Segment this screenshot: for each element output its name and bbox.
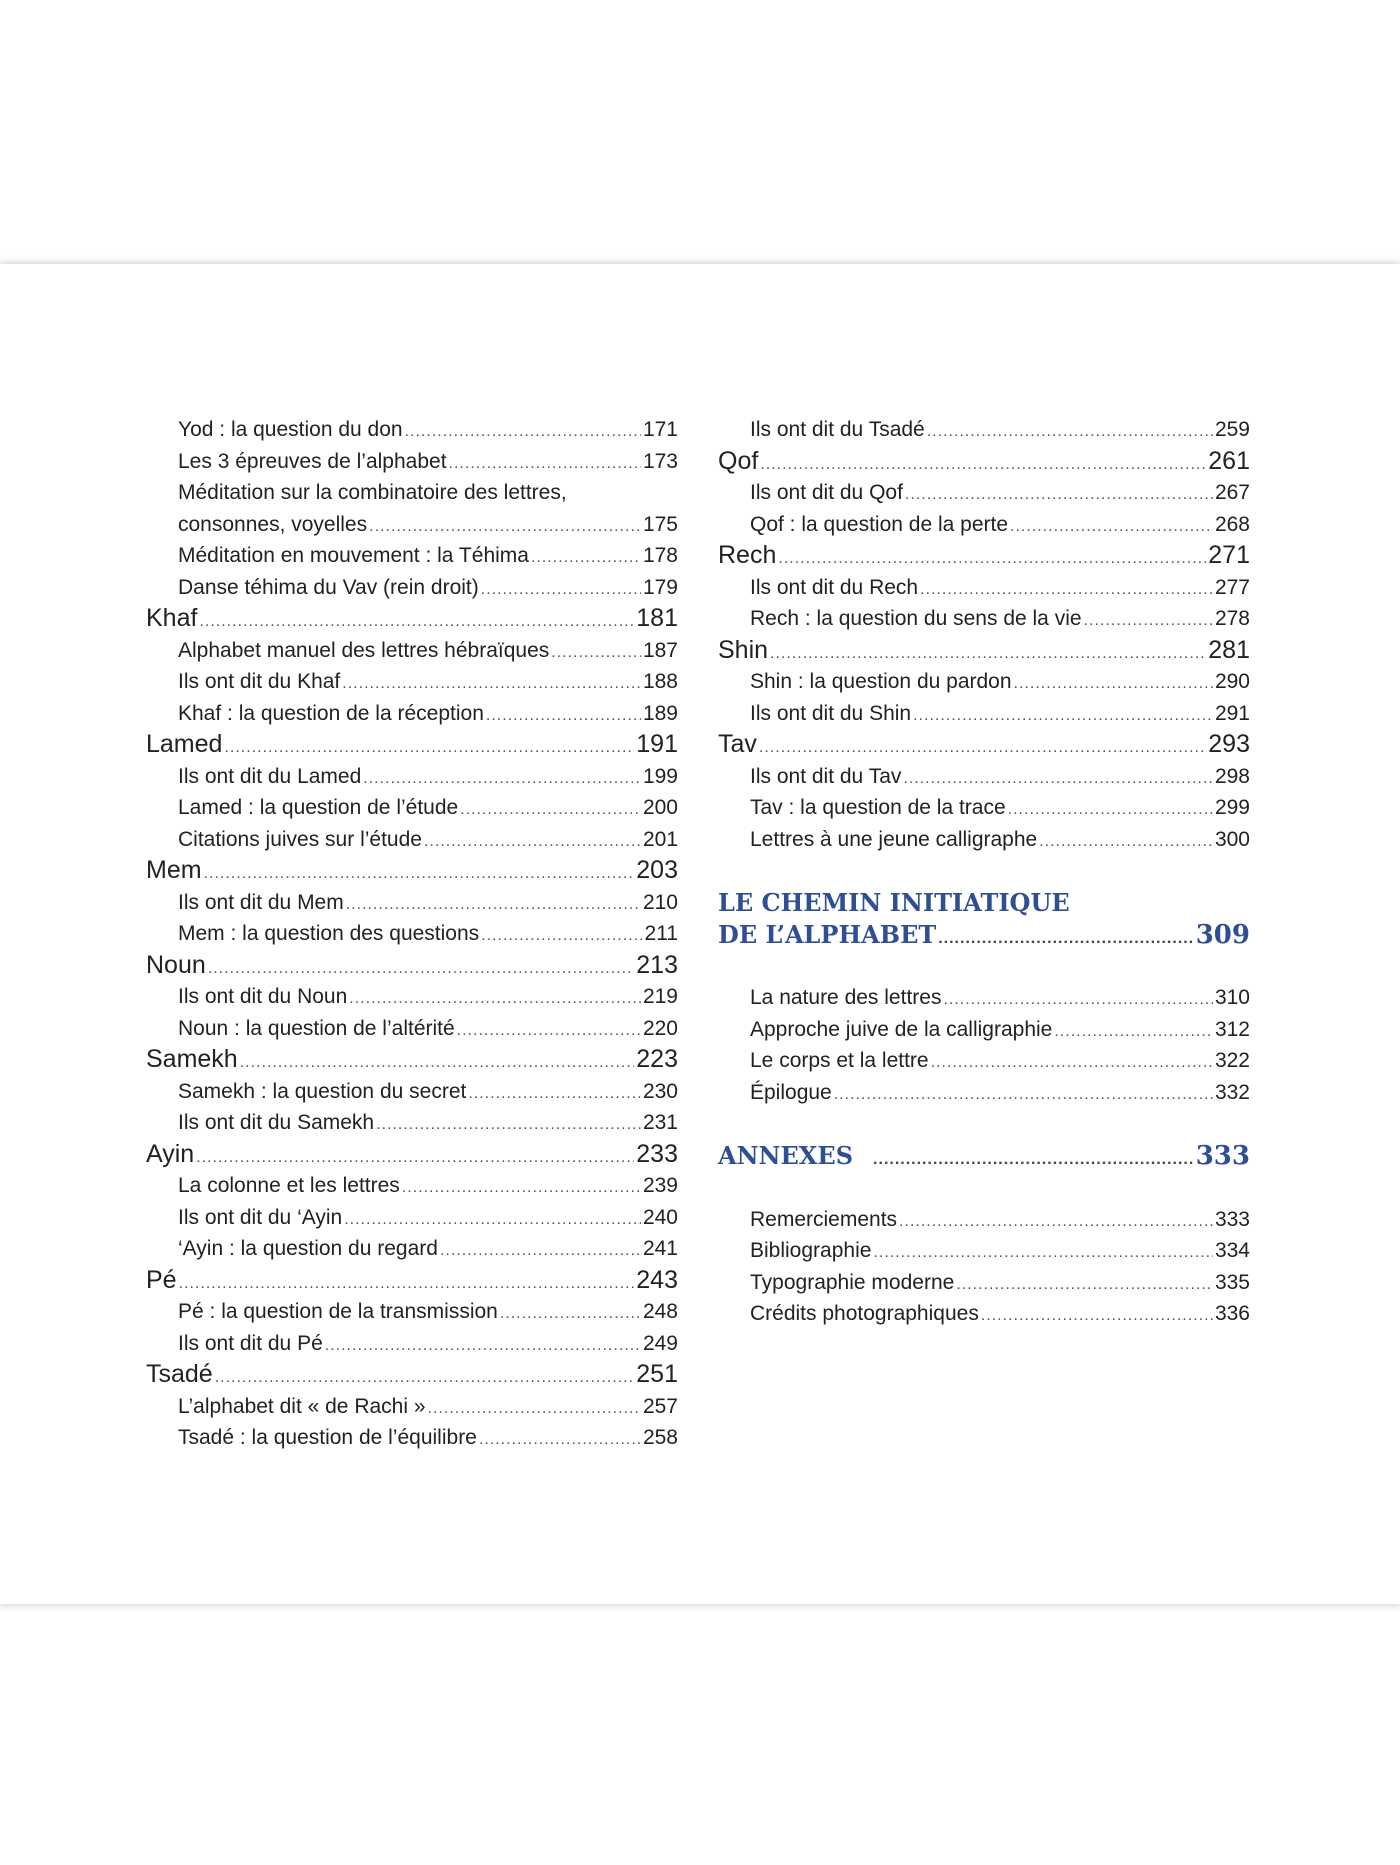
toc-entry[interactable]	[718, 1077, 1250, 1109]
toc-entry[interactable]	[146, 918, 678, 950]
toc-entry-label: Approche juive de la calligraphie	[750, 1017, 1053, 1041]
toc-entry-page: 267	[1214, 481, 1250, 504]
toc-entry-page: 200	[642, 796, 678, 819]
toc-entry-page: 300	[1214, 827, 1250, 851]
toc-entry-page: 310	[1214, 986, 1250, 1009]
leader-dots	[760, 449, 1206, 481]
toc-entry[interactable]	[718, 824, 1250, 856]
toc-entry-label: Ils ont dit du Lamed	[178, 764, 362, 788]
toc-section-entry[interactable]	[718, 540, 1250, 572]
toc-entry-page: 335	[1214, 1270, 1250, 1294]
toc-entry-label: Ils ont dit du Qof	[750, 481, 903, 504]
leader-dots	[215, 1362, 635, 1394]
toc-entry-label: Les 3 épreuves de l’alphabet	[178, 449, 447, 473]
toc-entry[interactable]	[146, 572, 678, 604]
toc-entry-page: 249	[642, 1331, 678, 1355]
toc-entry-page: 175	[642, 512, 678, 536]
toc-section-entry[interactable]	[146, 1044, 678, 1076]
toc-entry-label: Lamed	[146, 730, 223, 758]
toc-entry[interactable]	[718, 1204, 1250, 1236]
leader-dots	[204, 858, 635, 890]
toc-entry-label: Ils ont dit du Khaf	[178, 670, 341, 693]
toc-entry[interactable]	[146, 540, 678, 572]
leader-dots	[873, 1237, 1213, 1269]
toc-entry-label: Alphabet manuel des lettres hébraïques	[178, 638, 550, 662]
toc-entry-label: Méditation sur la combinatoire des lettres,	[178, 481, 567, 504]
book-page	[0, 264, 1400, 1604]
toc-entry[interactable]	[146, 1170, 678, 1202]
annexes-page: 333	[1195, 1141, 1250, 1171]
toc-entry-page: 293	[1208, 730, 1250, 758]
toc-section-entry[interactable]	[146, 1139, 678, 1171]
toc-entry-page: 251	[636, 1360, 678, 1388]
toc-entry[interactable]	[718, 1267, 1250, 1299]
toc-entry-page: 258	[642, 1426, 678, 1449]
leader-dots	[224, 732, 634, 764]
toc-entry[interactable]	[718, 982, 1250, 1014]
toc-entry[interactable]	[146, 1296, 678, 1328]
toc-entry-page: 271	[1208, 541, 1250, 569]
leader-dots	[376, 1109, 641, 1141]
leader-dots	[440, 1235, 641, 1267]
toc-entry-label: Ils ont dit du Shin	[750, 701, 912, 725]
toc-entry-label: Pé	[146, 1265, 177, 1294]
toc-entry-label: Tsadé : la question de l’équilibre	[178, 1426, 477, 1449]
toc-entry-label: Ils ont dit du Tsadé	[750, 418, 925, 441]
toc-entry[interactable]	[146, 792, 678, 824]
leader-dots	[913, 700, 1213, 732]
toc-entry-label: Rech : la question du sens de la vie	[750, 607, 1082, 630]
toc-section-entry[interactable]	[146, 1359, 678, 1391]
toc-entry[interactable]	[718, 1045, 1250, 1077]
toc-entry-page: 230	[642, 1079, 678, 1103]
toc-entry[interactable]	[146, 1391, 678, 1423]
leader-dots	[468, 1078, 641, 1110]
chemin-title-line2: DE L’ALPHABET	[718, 919, 937, 949]
leader-dots	[500, 1298, 641, 1330]
toc-entry-label: Ils ont dit du Tav	[750, 764, 902, 788]
leader-dots	[479, 1424, 641, 1456]
leader-dots	[1054, 1016, 1213, 1048]
toc-section-entry[interactable]	[146, 1265, 678, 1297]
toc-entry-page: 171	[642, 418, 678, 441]
toc-right-column	[718, 414, 1250, 1330]
leader-dots	[1014, 668, 1213, 700]
toc-entry-page: 257	[642, 1394, 678, 1418]
toc-entry[interactable]	[146, 698, 678, 730]
toc-entry-label: Tav : la question de la trace	[750, 796, 1006, 819]
toc-entry-page: 181	[636, 604, 678, 632]
toc-entry[interactable]	[146, 1107, 678, 1139]
leader-dots	[240, 1047, 635, 1079]
leader-dots	[873, 1144, 1194, 1176]
toc-entry-page: 312	[1214, 1017, 1250, 1041]
toc-entry-label: Qof : la question de la perte	[750, 512, 1008, 536]
toc-entry-label: La colonne et les lettres	[178, 1174, 400, 1197]
toc-entry-label: Ils ont dit du ‘Ayin	[178, 1205, 343, 1229]
toc-entry-page: 299	[1214, 796, 1250, 819]
toc-entry[interactable]	[718, 572, 1250, 604]
toc-entry-label-continued: consonnes, voyelles	[178, 512, 368, 536]
toc-entry[interactable]	[146, 1422, 678, 1454]
toc-entry[interactable]	[146, 666, 678, 698]
leader-dots	[179, 1268, 635, 1300]
leader-dots	[834, 1079, 1213, 1111]
toc-entry-label: Méditation en mouvement : la Téhima	[178, 544, 529, 567]
toc-entry-page: 187	[642, 638, 678, 662]
toc-entry-label: Khaf : la question de la réception	[178, 701, 484, 725]
leader-dots	[778, 543, 1206, 575]
toc-entry-page: 298	[1214, 764, 1250, 788]
toc-entry[interactable]	[718, 603, 1250, 635]
leader-dots	[363, 763, 641, 795]
annexes-title: ANNEXES	[718, 1141, 854, 1170]
toc-entry-page: 179	[642, 575, 678, 599]
chemin-list	[718, 982, 1250, 1108]
leader-dots	[460, 794, 641, 826]
toc-section-entry[interactable]	[146, 855, 678, 887]
leader-dots	[759, 732, 1206, 764]
annexes-heading	[718, 1140, 1250, 1172]
toc-entry-page: 336	[1214, 1302, 1250, 1325]
leader-dots	[1010, 511, 1213, 543]
toc-entry-label: ‘Ayin : la question du regard	[178, 1237, 438, 1260]
toc-entry-page: 278	[1214, 607, 1250, 630]
toc-entry[interactable]	[146, 635, 678, 667]
toc-entry[interactable]	[718, 414, 1250, 446]
toc-entry[interactable]	[146, 1233, 678, 1265]
leader-dots	[1084, 605, 1213, 637]
leader-dots	[551, 637, 641, 669]
leader-dots	[927, 416, 1213, 448]
toc-entry[interactable]	[718, 509, 1250, 541]
toc-entry-page: 203	[636, 856, 678, 884]
toc-entry-label: Mem	[146, 856, 202, 884]
leader-dots	[196, 1142, 634, 1174]
toc-entry-page: 334	[1214, 1239, 1250, 1262]
toc-entry[interactable]	[146, 761, 678, 793]
leader-dots	[981, 1300, 1213, 1332]
toc-entry-page: 201	[642, 827, 678, 851]
toc-entry-label: Ils ont dit du Noun	[178, 985, 348, 1008]
leader-dots	[486, 700, 641, 732]
toc-entry-page: 291	[1214, 701, 1250, 725]
toc-section-entry[interactable]	[718, 446, 1250, 478]
leader-dots	[899, 1206, 1213, 1238]
toc-entry[interactable]	[718, 698, 1250, 730]
toc-entry-page: 241	[642, 1237, 678, 1260]
toc-entry-page: 239	[642, 1174, 678, 1197]
leader-dots	[481, 574, 641, 606]
toc-entry-label: Le corps et la lettre	[750, 1049, 929, 1072]
chemin-page: 309	[1195, 919, 1250, 950]
toc-entry-page: 277	[1214, 575, 1250, 599]
toc-entry-label: Crédits photographiques	[750, 1302, 979, 1325]
leader-dots	[938, 923, 1194, 955]
toc-entry-page: 220	[642, 1016, 678, 1040]
toc-entry[interactable]	[146, 1202, 678, 1234]
leader-dots	[531, 542, 641, 574]
toc-entry-label: Épilogue	[750, 1080, 832, 1104]
toc-entry-page: 240	[642, 1205, 678, 1229]
toc-entry-label: Typographie moderne	[750, 1270, 955, 1294]
toc-entry-page: 231	[642, 1111, 678, 1134]
chemin-heading	[718, 887, 1250, 950]
toc-entry-page: 219	[642, 985, 678, 1008]
toc-entry-label: Citations juives sur l’étude	[178, 827, 422, 851]
toc-section-entry[interactable]	[146, 603, 678, 635]
toc-entry-label: Danse téhima du Vav (rein droit)	[178, 575, 479, 599]
leader-dots	[956, 1269, 1213, 1301]
toc-entry-label: Lettres à une jeune calligraphe	[750, 827, 1038, 851]
toc-entry[interactable]	[718, 666, 1250, 698]
toc-entry-label: Tsadé	[146, 1360, 213, 1388]
leader-dots	[770, 638, 1206, 670]
toc-entry-page: 178	[642, 544, 678, 567]
toc-entry-label: Samekh	[146, 1045, 238, 1073]
toc-entry-page: 333	[1214, 1207, 1250, 1231]
toc-entry[interactable]	[146, 446, 678, 478]
leader-dots	[920, 574, 1213, 606]
leader-dots	[424, 826, 641, 858]
leader-dots	[428, 1393, 641, 1425]
toc-entry-page: 290	[1214, 670, 1250, 693]
toc-entry-page: 211	[644, 922, 678, 945]
toc-entry[interactable]	[146, 824, 678, 856]
toc-entry-label: Rech	[718, 541, 777, 569]
leader-dots	[346, 889, 641, 921]
leader-dots	[943, 984, 1213, 1016]
toc-section-entry[interactable]	[146, 950, 678, 982]
toc-entry-label: Shin : la question du pardon	[750, 670, 1012, 693]
toc-entry-label: Lamed : la question de l’étude	[178, 796, 459, 819]
toc-entry-page: 281	[1208, 635, 1250, 664]
leader-dots	[199, 606, 634, 638]
leader-dots	[931, 1047, 1213, 1079]
toc-entry-page: 248	[642, 1300, 678, 1323]
leader-dots	[402, 1172, 641, 1204]
leader-dots	[457, 1015, 641, 1047]
leader-dots	[369, 511, 641, 543]
chemin-title-line1: LE CHEMIN INITIATIQUE	[718, 888, 1070, 917]
leader-dots	[1039, 826, 1213, 858]
leader-dots	[344, 1204, 641, 1236]
toc-entry[interactable]	[146, 981, 678, 1013]
leader-dots	[1008, 794, 1213, 826]
toc-entry-label: Yod : la question du don	[178, 418, 403, 441]
toc-entry-page: 259	[1214, 418, 1250, 441]
toc-entry-label: Pé : la question de la transmission	[178, 1300, 498, 1323]
toc-entry-page: 173	[642, 449, 678, 473]
toc-entry-label: Ils ont dit du Rech	[750, 575, 919, 599]
toc-entry-page: 268	[1214, 512, 1250, 536]
toc-right-list	[718, 414, 1250, 855]
toc-entry[interactable]	[718, 761, 1250, 793]
toc-entry-page: 189	[642, 701, 678, 725]
toc-entry-page: 261	[1208, 446, 1250, 475]
toc-entry-label: Khaf	[146, 604, 198, 632]
toc-entry-page: 223	[636, 1045, 678, 1073]
annexes-list	[718, 1204, 1250, 1330]
leader-dots	[449, 448, 641, 480]
toc-entry-page: 233	[636, 1139, 678, 1168]
toc-entry[interactable]	[146, 414, 678, 446]
toc-section-entry[interactable]	[718, 729, 1250, 761]
toc-entry-label: Noun	[146, 950, 206, 979]
toc-left-column	[146, 414, 678, 1454]
toc-entry-label: Tav	[718, 730, 757, 758]
toc-entry[interactable]	[718, 1298, 1250, 1330]
leader-dots	[325, 1330, 641, 1362]
toc-entry[interactable]	[146, 1013, 678, 1045]
toc-section-entry[interactable]	[718, 635, 1250, 667]
toc-entry-page: 191	[636, 730, 678, 758]
toc-entry-page: 243	[636, 1265, 678, 1294]
toc-entry-label: La nature des lettres	[750, 986, 942, 1009]
toc-entry[interactable]	[146, 477, 678, 540]
toc-entry[interactable]	[718, 792, 1250, 824]
toc-entry[interactable]	[718, 477, 1250, 509]
leader-dots	[481, 920, 642, 952]
leader-dots	[905, 479, 1213, 511]
toc-entry-page: 188	[642, 670, 678, 693]
toc-entry[interactable]	[146, 887, 678, 919]
leader-dots	[405, 416, 641, 448]
toc-entry-label: Shin	[718, 635, 769, 664]
toc-entry-label: Remerciements	[750, 1207, 898, 1231]
toc-entry[interactable]	[146, 1328, 678, 1360]
leader-dots	[349, 983, 641, 1015]
toc-entry[interactable]	[718, 1235, 1250, 1267]
toc-entry-page: 199	[642, 764, 678, 788]
toc-entry-label: Ils ont dit du Samekh	[178, 1111, 375, 1134]
leader-dots	[903, 763, 1213, 795]
toc-entry-label: Noun : la question de l’altérité	[178, 1016, 455, 1040]
toc-entry-label: Bibliographie	[750, 1239, 872, 1262]
toc-entry-label: Qof	[718, 446, 759, 475]
toc-entry-label: Ils ont dit du Pé	[178, 1331, 323, 1355]
toc-entry-label: Mem : la question des questions	[178, 922, 480, 945]
toc-entry-label: Ils ont dit du Mem	[178, 890, 344, 914]
toc-entry-page: 322	[1214, 1049, 1250, 1072]
toc-entry-page: 213	[636, 950, 678, 979]
leader-dots	[342, 668, 641, 700]
toc-section-entry[interactable]	[146, 729, 678, 761]
toc-entry[interactable]	[146, 1076, 678, 1108]
leader-dots	[208, 953, 635, 985]
toc-entry-page: 332	[1214, 1080, 1250, 1104]
toc-entry[interactable]	[718, 1014, 1250, 1046]
toc-entry-label: Ayin	[146, 1139, 195, 1168]
toc-entry-label: Samekh : la question du secret	[178, 1079, 467, 1103]
toc-entry-page: 210	[642, 890, 678, 914]
toc-entry-label: L’alphabet dit « de Rachi »	[178, 1394, 426, 1418]
